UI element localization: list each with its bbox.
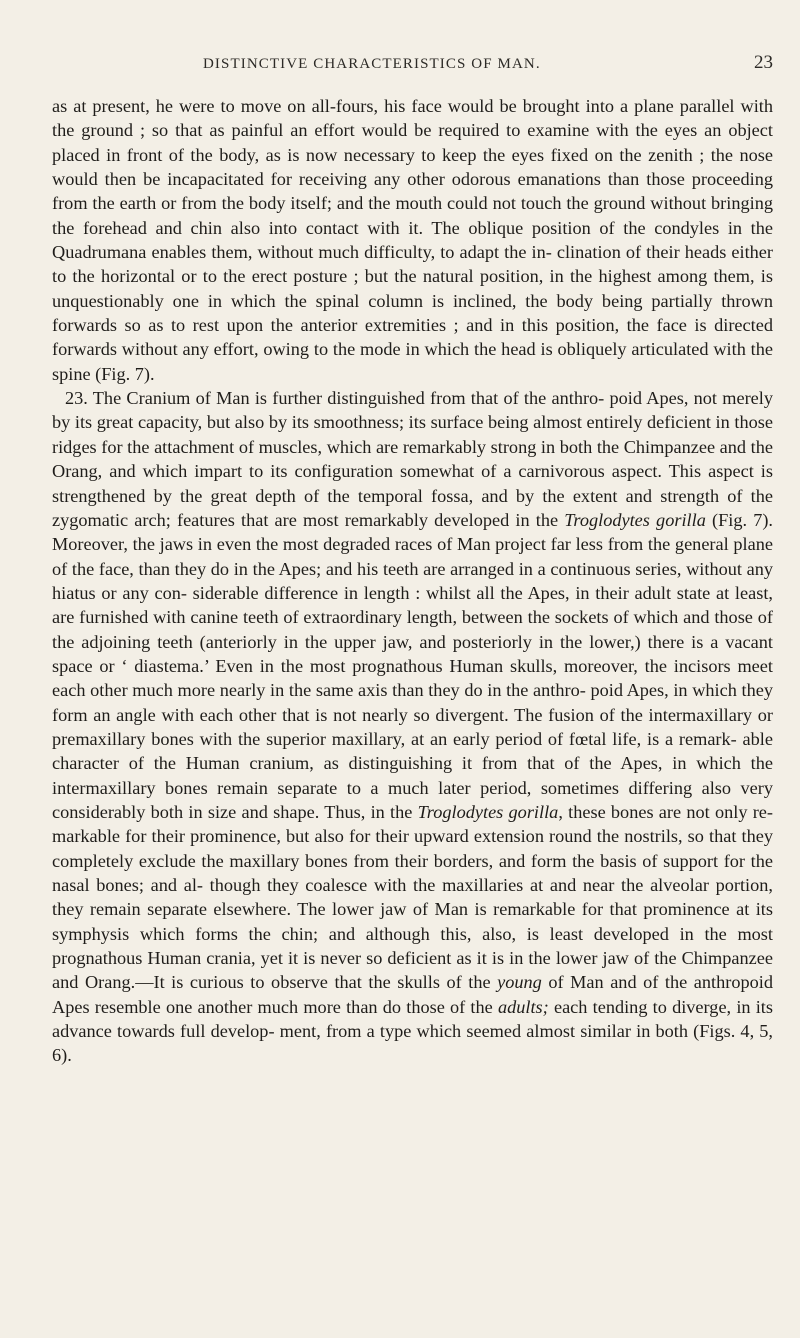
running-title: DISTINCTIVE CHARACTERISTICS OF MAN.: [203, 56, 541, 72]
text-segment: as at present, he were to move on all-fours, his face would be brought into a plane parallel with the ground ; so that as painful an effort would be required to examine with the eyes an object placed in front of the body, as is now necessary to keep the eyes fixed on the zenith ; the nose would then be incapacitated for receiving any other odorous emanations than those proceeding from the earth or from the body itself; and the mouth could not touch the ground without bringing the forehead and chin also into contact with it. The oblique position of the condyles in the Quadrumana enables them, without much difficulty, to adapt the in- clination of their heads either to the horizontal or to the erect posture ; but the natural position, in the highest among them, is unquestionably one in which the spinal column is inclined, the body being partially thrown forwards so as to rest upon the anterior extremities ; and in this position, the face is directed forwards without any effort, owing to the mode in which the head is obliquely articulated with the spine (Fig. 7).: [52, 96, 773, 384]
page-number: 23: [754, 52, 773, 73]
text-segment: , these bones are not only re- markable for their prominence, but also for their upward extension round the nostrils, so that they completely exclude the maxillary bones from their borders, and form the basis of support for the nasal bones; and al- though they coalesce with the maxillaries at and near the alveolar portion, they remain separate elsewhere. The lower jaw of Man is remarkable for that prominence at its symphysis which forms the chin; and although this, also, is least developed in the most prognathous Human crania, yet it is never so deficient as it is in the lower jaw of the Chimpanzee and Orang.—It is curious to observe that the skulls of the: [52, 801, 773, 993]
running-header: [0, 52, 800, 80]
body-text: [52, 94, 773, 1068]
text-segment: each tending to diverge, in its advance towards full develop- ment, from a type which seemed almost similar in both (Figs. 4, 5, 6).: [52, 996, 774, 1066]
text-segment: 23. The Cranium of Man is further distinguished from that of the anthro- poid Apes, not merely by its great capacity, but also by its smoothness; its surface being almost entirely deficient in those ridges for the attachment of muscles, which are remarkably strong in both the Chimpanzee and the Orang, and which impart to its configuration somewhat of a carnivorous aspect. This aspect is strengthened by the great depth of the temporal fossa, and by the extent and strength of the zygomatic arch; features that are most remarkably developed in the: [52, 388, 773, 530]
paragraph-section-23: [52, 386, 773, 1068]
italic-emphasis-adults: adults;: [497, 996, 549, 1017]
italic-emphasis-young: young: [497, 972, 542, 993]
text-segment: of Man and of the anthropoid Apes resemble one another much more than do those of the: [52, 972, 773, 1017]
text-segment: (Fig. 7). Moreover, the jaws in even the most degraded races of Man project far less from the general plane of the face, than they do in the Apes; and his teeth are arranged in a continuous series, without any hiatus or any con- siderable difference in length : whilst all the Apes, in their adult state at least, are furnished with canine teeth of extraordinary length, between the sockets of which and those of the adjoining teeth (anteriorly in the upper jaw, and posteriorly in the lower,) there is a vacant space or ‘ diastema.’ Even in the most prognathous Human skulls, moreover, the incisors meet each other much more nearly in the same axis than they do in the anthro- poid Apes, in which they form an angle with each other that is not nearly so divergent. The fusion of the intermaxillary or premaxillary bones with the superior maxillary, at an early period of fœtal life, is a remark- able character of the Human cranium, as distinguishing it from that of the Apes, in which the intermaxillary bones remain separate to a much later period, sometimes differing also very considerably both in size and shape. Thus, in the: [52, 509, 773, 822]
paragraph-continuation: [52, 94, 773, 386]
italic-species-name: Troglodytes gorilla: [564, 509, 706, 530]
italic-species-name: Troglodytes gorilla: [417, 801, 559, 822]
